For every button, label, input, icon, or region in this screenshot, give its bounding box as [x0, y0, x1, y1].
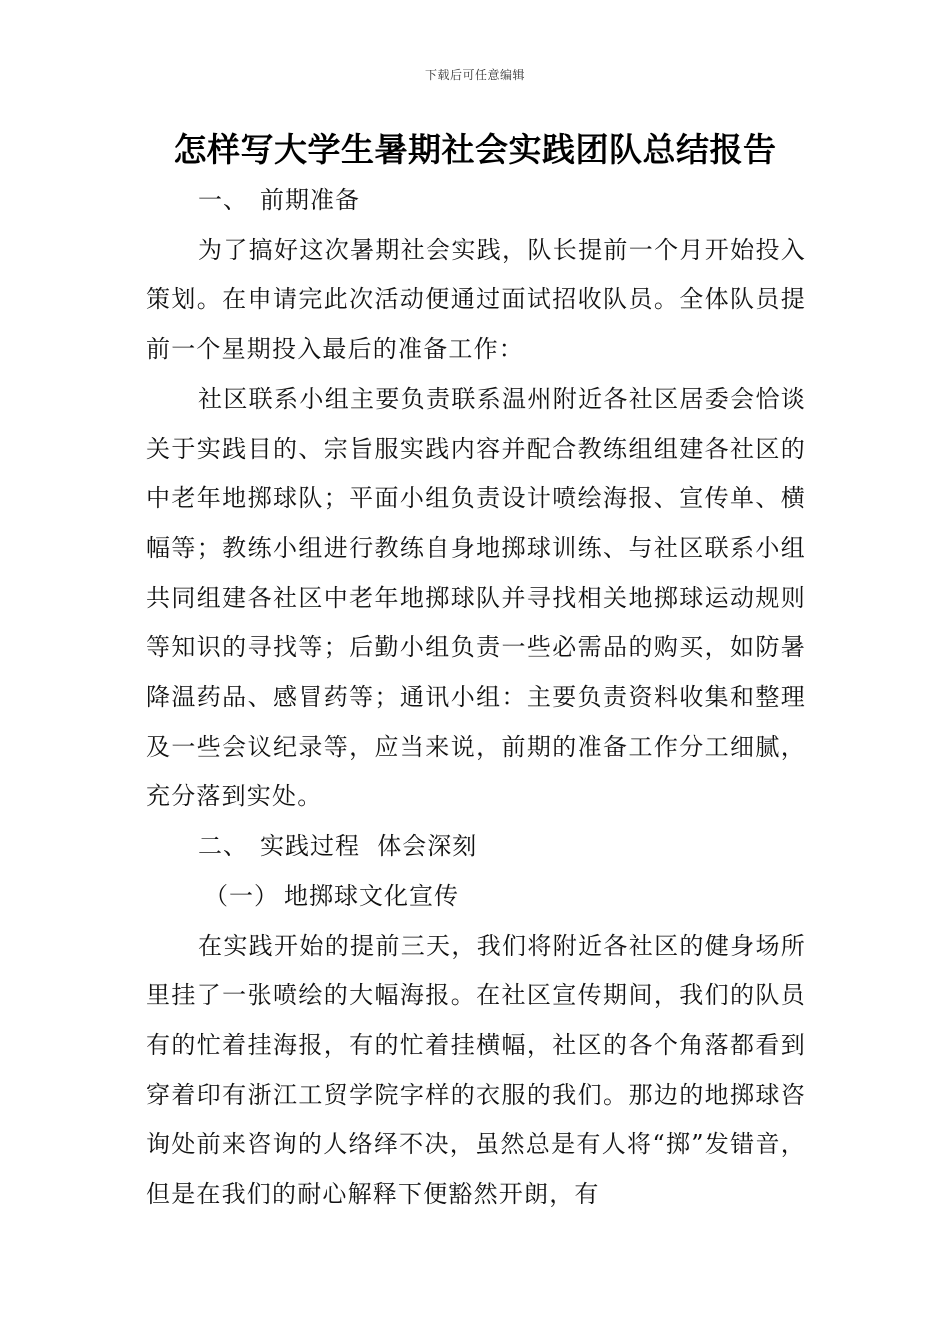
subsection-title-1: 地掷球文化宣传 [284, 881, 459, 910]
paragraph-3: 在实践开始的提前三天，我们将附近各社区的健身场所里挂了一张喷绘的大幅海报。在社区宣传期间，我们的队员有的忙着挂海报，有的忙着挂横幅，社区的各个角落都看到穿着印有浙江工贸学院字样的衣服的我们。那边的地掷球咨询处前来咨询的人络绎不决，虽然总是有人将“掷”发错音，但是在我们的耐心解释下便豁然开朗，有 [146, 931, 806, 1209]
section-heading-1 [146, 176, 806, 226]
paragraph-2: 社区联系小组主要负责联系温州附近各社区居委会恰谈关于实践目的、宗旨服实践内容并配合教练组组建各社区的中老年地掷球队；平面小组负责设计喷绘海报、宣传单、横幅等；教练小组进行教练自身地掷球训练、与社区联系小组共同组建各社区中老年地掷球队并寻找相关地掷球运动规则等知识的寻找等；后勤小组负责一些必需品的购买，如防暑降温药品、感冒药等；通讯小组：主要负责资料收集和整理及一些会议纪录等，应当来说，前期的准备工作分工细腻，充分落到实处。 [146, 384, 806, 811]
document-body [146, 176, 806, 1220]
subsection-heading-1 [146, 872, 806, 922]
document-title: 怎样写大学生暑期社会实践团队总结报告 [173, 130, 777, 169]
section-heading-2 [146, 822, 806, 872]
section-title-1: 前期准备 [260, 186, 360, 214]
section-title-2: 实践过程 体会深刻 [260, 832, 478, 861]
section-number-2: 二、 [198, 832, 248, 861]
subsection-number-1: （一） [204, 881, 279, 910]
paragraph-1: 为了搞好这次暑期社会实践，队长提前一个月开始投入策划。在申请完此次活动便通过面试招收队员。全体队员提前一个星期投入最后的准备工作： [146, 235, 806, 364]
section-number-1: 一、 [198, 186, 248, 214]
header-note: 下载后可任意编辑 [424, 68, 525, 82]
